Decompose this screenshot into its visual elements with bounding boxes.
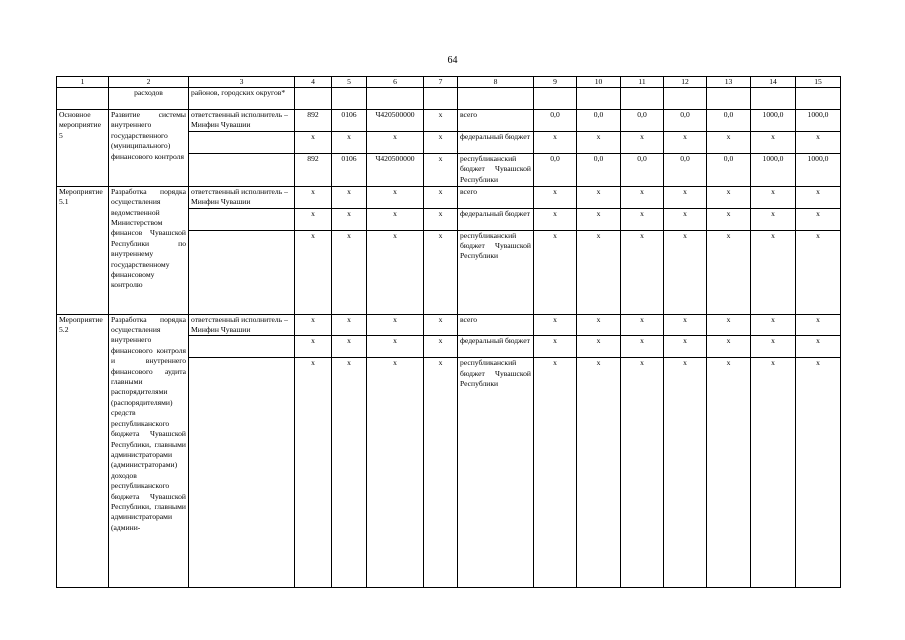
- cell-value: 0,0: [707, 110, 751, 132]
- cell-value: x: [621, 186, 664, 208]
- cell-value: x: [796, 208, 841, 230]
- cell-csr: x: [367, 314, 424, 336]
- cell-value: 1000,0: [751, 153, 796, 186]
- column-number: 13: [707, 77, 751, 88]
- cell-csr: x: [367, 131, 424, 153]
- cell-source: всего: [458, 314, 534, 336]
- cell-rz: x: [332, 358, 367, 588]
- cell-value: x: [796, 358, 841, 588]
- cell-value: x: [796, 314, 841, 336]
- cell-csr: Ч420500000: [367, 110, 424, 132]
- cell-source: всего: [458, 186, 534, 208]
- column-number: 1: [57, 77, 109, 88]
- cell-value: x: [534, 131, 577, 153]
- cell-value: 0,0: [621, 110, 664, 132]
- cell-csr: x: [367, 230, 424, 314]
- cell-csr: Ч420500000: [367, 153, 424, 186]
- cell-value: x: [664, 314, 707, 336]
- cell-vr: x: [424, 110, 458, 132]
- continuation-col3: районов, городских округов*: [189, 88, 295, 110]
- event-executor: ответственный исполнитель – Минфин Чувашии: [189, 110, 295, 132]
- cell-value: 1000,0: [796, 153, 841, 186]
- cell-grbs: 892: [295, 153, 332, 186]
- event-name: Основное мероприятие 5: [57, 110, 109, 187]
- event-name: Мероприятие 5.2: [57, 314, 109, 588]
- column-number: 2: [109, 77, 189, 88]
- cell-value: x: [796, 131, 841, 153]
- cell-value: x: [621, 230, 664, 314]
- column-number: 5: [332, 77, 367, 88]
- cell-rz: x: [332, 230, 367, 314]
- cell-rz: x: [332, 131, 367, 153]
- event-executor: ответственный исполнитель – Минфин Чувашии: [189, 186, 295, 208]
- cell-value: x: [621, 208, 664, 230]
- cell-value: x: [577, 336, 621, 358]
- column-number: 10: [577, 77, 621, 88]
- cell-vr: x: [424, 208, 458, 230]
- cell-value: 0,0: [707, 153, 751, 186]
- column-number-row: [57, 77, 841, 88]
- cell-value: x: [664, 230, 707, 314]
- cell-grbs: x: [295, 314, 332, 336]
- cell-value: x: [751, 186, 796, 208]
- cell-value: x: [664, 358, 707, 588]
- cell-value: x: [707, 336, 751, 358]
- cell-value: x: [664, 208, 707, 230]
- cell-value: 0,0: [577, 153, 621, 186]
- cell-value: x: [621, 131, 664, 153]
- cell-source: федеральный бюджет: [458, 336, 534, 358]
- column-number: 7: [424, 77, 458, 88]
- cell-value: x: [577, 131, 621, 153]
- event-description: Разработка порядка осуществления внутреннего финансового контроля и внутреннего финансового аудита главными распорядителями (распорядителями) средств республиканского бюджета Чувашской Республики, главными администраторами (администраторами) доходов республиканского бюджета Чувашской Республики, главными администраторами (админи-: [109, 314, 189, 588]
- cell-csr: x: [367, 186, 424, 208]
- cell-value: 1000,0: [751, 110, 796, 132]
- cell-value: x: [534, 358, 577, 588]
- cell-value: 0,0: [664, 110, 707, 132]
- cell-value: x: [751, 208, 796, 230]
- cell-value: 0,0: [577, 110, 621, 132]
- cell-vr: x: [424, 153, 458, 186]
- column-number: 6: [367, 77, 424, 88]
- cell-rz: x: [332, 336, 367, 358]
- cell-source: республиканский бюджет Чувашской Республики: [458, 230, 534, 314]
- cell-rz: 0106: [332, 110, 367, 132]
- cell-vr: x: [424, 186, 458, 208]
- cell-rz: x: [332, 186, 367, 208]
- cell-value: x: [577, 208, 621, 230]
- cell-grbs: x: [295, 186, 332, 208]
- event-description: Развитие системы внутреннего государственного (муниципального) финансового контроля: [109, 110, 189, 187]
- cell-value: x: [796, 186, 841, 208]
- cell-value: x: [577, 230, 621, 314]
- table-row: [57, 110, 841, 132]
- page-number: 64: [447, 55, 458, 66]
- cell-value: 1000,0: [796, 110, 841, 132]
- cell-value: x: [751, 358, 796, 588]
- cell-value: x: [621, 314, 664, 336]
- continuation-col2: расходов: [109, 88, 189, 110]
- column-number: 3: [189, 77, 295, 88]
- cell-source: федеральный бюджет: [458, 208, 534, 230]
- cell-source: федеральный бюджет: [458, 131, 534, 153]
- column-number: 4: [295, 77, 332, 88]
- cell-csr: x: [367, 208, 424, 230]
- cell-csr: x: [367, 336, 424, 358]
- cell-value: x: [751, 230, 796, 314]
- cell-grbs: x: [295, 230, 332, 314]
- program-table: [56, 76, 841, 588]
- cell-value: 0,0: [664, 153, 707, 186]
- cell-grbs: 892: [295, 110, 332, 132]
- cell-value: x: [707, 208, 751, 230]
- column-number: 15: [796, 77, 841, 88]
- cell-rz: x: [332, 208, 367, 230]
- cell-vr: x: [424, 358, 458, 588]
- cell-value: x: [534, 208, 577, 230]
- event-name: Мероприятие 5.1: [57, 186, 109, 314]
- cell-grbs: x: [295, 336, 332, 358]
- cell-value: x: [534, 186, 577, 208]
- cell-value: x: [707, 230, 751, 314]
- cell-value: x: [534, 230, 577, 314]
- cell-value: x: [796, 230, 841, 314]
- cell-source: республиканский бюджет Чувашской Республики: [458, 358, 534, 588]
- column-number: 11: [621, 77, 664, 88]
- table-row: [57, 186, 841, 208]
- cell-value: x: [534, 336, 577, 358]
- cell-rz: x: [332, 314, 367, 336]
- cell-csr: x: [367, 358, 424, 588]
- cell-grbs: x: [295, 208, 332, 230]
- cell-value: x: [707, 131, 751, 153]
- cell-source: республиканский бюджет Чувашской Республики: [458, 153, 534, 186]
- column-number: 14: [751, 77, 796, 88]
- cell-value: x: [534, 314, 577, 336]
- cell-value: x: [621, 358, 664, 588]
- cell-grbs: x: [295, 358, 332, 588]
- cell-value: x: [577, 358, 621, 588]
- cell-value: x: [707, 358, 751, 588]
- cell-value: x: [577, 186, 621, 208]
- cell-value: x: [751, 314, 796, 336]
- cell-value: x: [796, 336, 841, 358]
- cell-rz: 0106: [332, 153, 367, 186]
- cell-vr: x: [424, 336, 458, 358]
- cell-value: x: [621, 336, 664, 358]
- cell-vr: x: [424, 131, 458, 153]
- cell-value: x: [664, 131, 707, 153]
- cell-value: x: [707, 186, 751, 208]
- cell-value: x: [751, 336, 796, 358]
- cell-value: x: [707, 314, 751, 336]
- continuation-row: [57, 88, 841, 110]
- column-number: 9: [534, 77, 577, 88]
- cell-vr: x: [424, 314, 458, 336]
- cell-grbs: x: [295, 131, 332, 153]
- cell-value: 0,0: [534, 110, 577, 132]
- cell-value: x: [751, 131, 796, 153]
- cell-value: x: [664, 336, 707, 358]
- event-description: Разработка порядка осуществления ведомственной Министерством финансов Чувашской Республики по внутреннему государственному финансовому контролю: [109, 186, 189, 314]
- cell-value: 0,0: [621, 153, 664, 186]
- cell-value: x: [664, 186, 707, 208]
- cell-vr: x: [424, 230, 458, 314]
- event-executor: ответственный исполнитель – Минфин Чувашии: [189, 314, 295, 336]
- cell-value: x: [577, 314, 621, 336]
- table-row: [57, 314, 841, 336]
- cell-value: 0,0: [534, 153, 577, 186]
- cell-source: всего: [458, 110, 534, 132]
- column-number: 8: [458, 77, 534, 88]
- column-number: 12: [664, 77, 707, 88]
